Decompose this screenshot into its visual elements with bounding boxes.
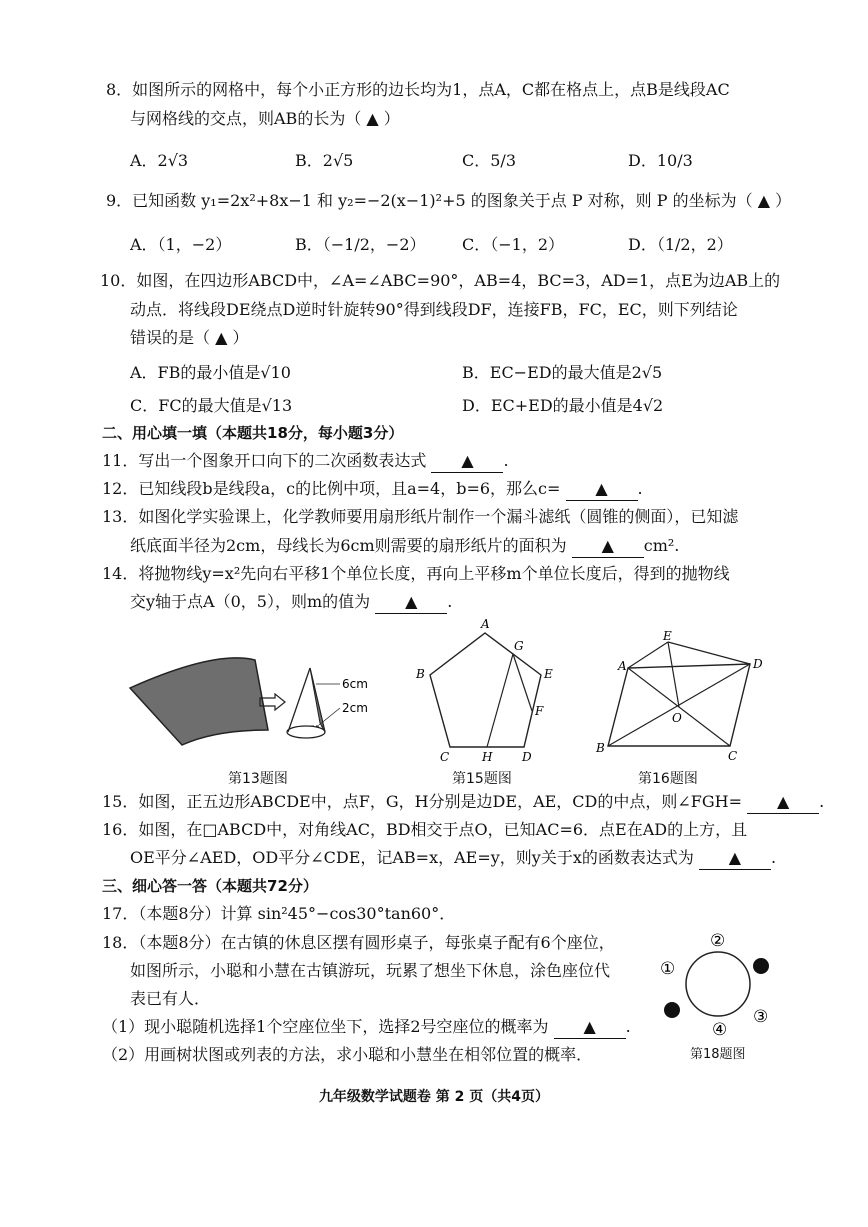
label-A: A — [481, 617, 490, 631]
label-G: G — [514, 639, 524, 653]
q18-line2: 如图所示，小聪和小慧在古镇游玩，玩累了想坐下休息，涂色座位代 — [130, 961, 611, 980]
q15-end: . — [819, 792, 825, 811]
seat-1: ① — [660, 959, 676, 979]
q12-end: . — [637, 479, 643, 498]
q10-line2: 动点．将线段DE绕点D逆时针旋转90°得到线段DF，连接FB，FC，EC，则下列结论 — [130, 300, 738, 319]
label-2cm: 2cm — [342, 701, 368, 715]
q16-answer-blank[interactable]: ▲ — [699, 847, 771, 870]
q18-sub1-text: （1）现小聪随机选择1个空座位坐下，选择2号空座位的概率为 — [102, 1017, 549, 1036]
page-footer: 九年级数学试题卷 第 2 页（共4页） — [318, 1089, 550, 1105]
q17: 17．（本题8分）计算 sin²45°−cos30°tan60°． — [102, 904, 456, 923]
figure-16-caption: 第16题图 — [638, 771, 698, 787]
q16-end: . — [770, 848, 777, 867]
q13-line2-text: 纸底面半径为2cm，母线长为6cm则需要的扇形纸片的面积为 — [130, 536, 567, 555]
q18-line1: 18．（本题8分）在古镇的休息区摆有圆形桌子，每张桌子配有6个座位， — [102, 933, 615, 952]
seat-4: ④ — [712, 1020, 728, 1036]
q9-line1: 9．已知函数 y₁=2x²+8x−1 和 y₂=−2(x−1)²+5 的图象关于点 P 对称，则 P 的坐标为（ ▲ ） — [106, 191, 792, 210]
q14-line1: 14．将抛物线y=x²先向右平移1个单位长度，再向上平移m个单位长度后，得到的抛物线 — [102, 564, 730, 583]
label-6cm: 6cm — [342, 677, 368, 691]
label-C: C — [440, 750, 450, 764]
figure-15 — [410, 615, 560, 765]
q11-end: . — [503, 451, 509, 470]
q8-option-c: C．5/3 — [462, 151, 516, 170]
figure-15-caption: 第15题图 — [452, 771, 512, 787]
label-A: A — [618, 659, 627, 673]
section-2-heading: 二、用心填一填（本题共18分，每小题3分） — [102, 424, 404, 442]
q8-line1: 8．如图所示的网格中，每个小正方形的边长均为1，点A，C都在格点上，点B是线段AC — [106, 80, 730, 99]
section-3-heading: 三、细心答一答（本题共72分） — [102, 877, 318, 895]
figure-18-caption: 第18题图 — [690, 1047, 746, 1062]
round-table — [686, 952, 750, 1016]
q13-end: cm². — [643, 536, 680, 555]
label-O: O — [672, 711, 682, 725]
q16-line1: 16．如图，在□ABCD中，对角线AC，BD相交于点O，已知AC=6．点E在AD的上方，且 — [102, 820, 748, 839]
q11 — [102, 450, 509, 473]
sector-paper — [130, 658, 268, 745]
q18-sub1 — [102, 1016, 631, 1039]
figure-13 — [120, 640, 380, 760]
q10-line1: 10．如图，在四边形ABCD中，∠A=∠ABC=90°，AB=4，BC=3，AD=1，点E为边AB上的 — [100, 271, 781, 290]
figure-16 — [590, 628, 775, 763]
occupied-seat-right — [753, 958, 769, 974]
q15-answer-blank[interactable]: ▲ — [747, 791, 819, 814]
q8-line2: 与网格线的交点，则AB的长为（ ▲ ） — [130, 109, 400, 128]
q13-line2 — [130, 535, 679, 558]
q9-option-a: A．（1，−2） — [130, 235, 232, 254]
q9-option-b: B．（−1/2，−2） — [295, 235, 426, 254]
label-C: C — [728, 749, 738, 763]
q8-option-a: A．2√3 — [130, 151, 189, 170]
label-F: F — [535, 704, 544, 718]
q18-answer-blank[interactable]: ▲ — [554, 1016, 626, 1039]
q13-line1: 13．如图化学实验课上，化学教师要用扇形纸片制作一个漏斗滤纸（圆锥的侧面），已知滤 — [102, 507, 739, 526]
q12-answer-blank[interactable]: ▲ — [566, 478, 638, 501]
q11-text: 11．写出一个图象开口向下的二次函数表达式 — [102, 451, 427, 470]
q18-sub2: （2）用画树状图或列表的方法，求小聪和小慧坐在相邻位置的概率． — [102, 1045, 593, 1064]
q15-text: 15．如图，正五边形ABCDE中，点F，G，H分别是边DE，AE，CD的中点，则∠FGH= — [102, 792, 743, 811]
label-E: E — [663, 629, 672, 643]
q18-sub1-end: . — [625, 1017, 631, 1036]
q11-answer-blank[interactable]: ▲ — [431, 450, 503, 473]
label-E: E — [544, 667, 553, 681]
q14-end: . — [447, 592, 453, 611]
q14-line2 — [130, 591, 452, 614]
label-D: D — [522, 750, 532, 764]
figure-13-caption: 第13题图 — [228, 771, 288, 787]
q16-line2-text: OE平分∠AED，OD平分∠CDE，记AB=x，AE=y，则y关于x的函数表达式为 — [130, 848, 694, 867]
q13-answer-blank[interactable]: ▲ — [572, 535, 644, 558]
q10-option-a: A．FB的最小值是√10 — [130, 363, 291, 382]
seat-3: ③ — [753, 1007, 769, 1027]
label-B: B — [416, 667, 425, 681]
q9-option-d: D．（1/2，2） — [628, 235, 733, 254]
cone-base — [287, 726, 325, 738]
q10-option-d: D．EC+ED的最小值是4√2 — [462, 396, 664, 415]
q12-text: 12．已知线段b是线段a，c的比例中项，且a=4，b=6，那么c= — [102, 479, 561, 498]
q18-line3: 表已有人． — [130, 989, 211, 1008]
occupied-seat-left — [664, 1002, 680, 1018]
q10-option-c: C．FC的最大值是√13 — [130, 396, 293, 415]
q16-line2 — [130, 847, 776, 870]
q15 — [102, 791, 824, 814]
label-B: B — [596, 741, 605, 755]
pentagon — [430, 633, 541, 747]
q12 — [102, 478, 643, 501]
q14-answer-blank[interactable]: ▲ — [375, 591, 447, 614]
q14-line2-text: 交y轴于点A（0，5），则m的值为 — [130, 592, 371, 611]
label-H: H — [482, 750, 493, 764]
seat-2: ② — [710, 931, 726, 951]
label-D: D — [753, 657, 763, 671]
figure-18 — [650, 928, 780, 1036]
q10-line3: 错误的是（ ▲ ） — [130, 328, 249, 347]
q9-option-c: C．（−1，2） — [462, 235, 565, 254]
q10-option-b: B．EC−ED的最大值是2√5 — [462, 363, 663, 382]
q8-option-b: B．2√5 — [295, 151, 354, 170]
q8-option-d: D．10/3 — [628, 151, 693, 170]
